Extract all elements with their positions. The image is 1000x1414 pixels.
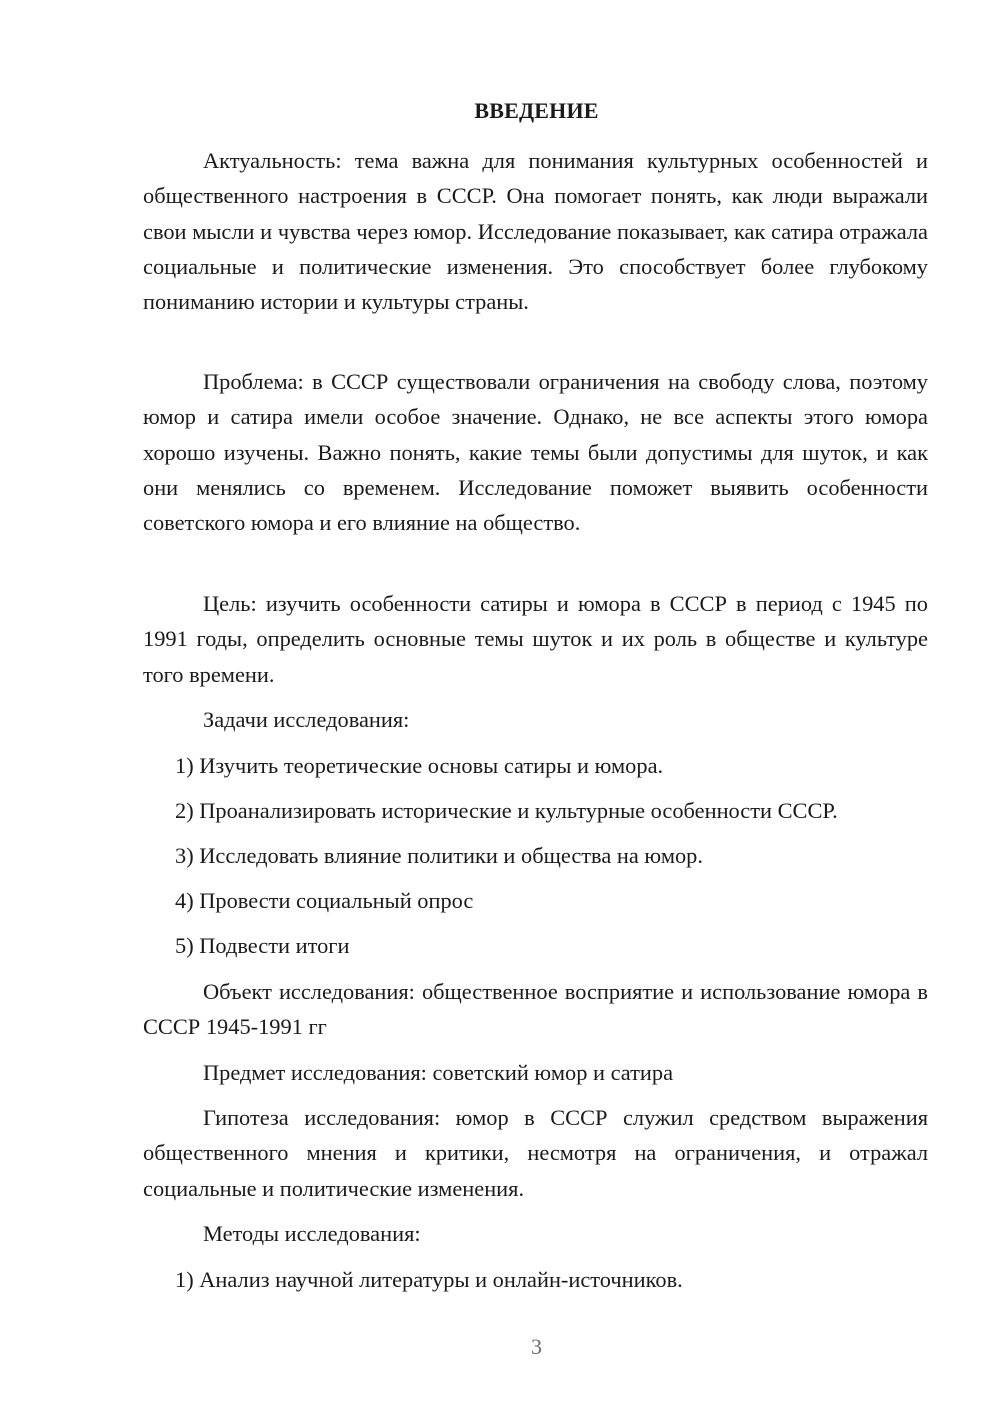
hypothesis-paragraph: Гипотеза исследования: юмор в СССР служил средством выражения общественного мнения и критики, несмотря на ограничения, и отражал социальные и политические изменения.	[143, 1105, 928, 1201]
task-item: 3) Исследовать влияние политики и общества на юмор.	[175, 843, 703, 868]
relevance-paragraph: Актуальность: тема важна для понимания культурных особенностей и общественного настроения в СССР. Она помогает понять, как люди выражали свои мысли и чувства через юмор. Исследование показывает, как сатира отражала социальные и политические изменения. Это способствует более глубокому пониманию истории и культуры страны.	[143, 148, 928, 315]
tasks-heading: Задачи исследования:	[203, 707, 410, 732]
task-item: 1) Изучить теоретические основы сатиры и юмора.	[175, 753, 664, 778]
object-paragraph: Объект исследования: общественное восприятие и использование юмора в СССР 1945-1991 гг	[143, 979, 928, 1040]
goal-paragraph: Цель: изучить особенности сатиры и юмора в СССР в период с 1945 по 1991 годы, определить основные темы шуток и их роль в обществе и культуре того времени.	[143, 591, 928, 687]
task-item: 2) Проанализировать исторические и культурные особенности СССР.	[175, 798, 838, 823]
method-item: 1) Анализ научной литературы и онлайн-источников.	[175, 1267, 683, 1292]
page-number: 3	[531, 1334, 542, 1359]
subject-line: Предмет исследования: советский юмор и сатира	[203, 1060, 674, 1085]
problem-paragraph: Проблема: в СССР существовали ограничения на свободу слова, поэтому юмор и сатира имели особое значение. Однако, не все аспекты этого юмора хорошо изучены. Важно понять, какие темы были допустимы для шуток, и как они менялись со временем. Исследование поможет выявить особенности советского юмора и его влияние на общество.	[143, 369, 928, 536]
task-item: 5) Подвести итоги	[175, 933, 350, 958]
task-item: 4) Провести социальный опрос	[175, 888, 474, 913]
methods-heading: Методы исследования:	[203, 1221, 421, 1246]
section-heading: ВВЕДЕНИЕ	[474, 98, 599, 123]
